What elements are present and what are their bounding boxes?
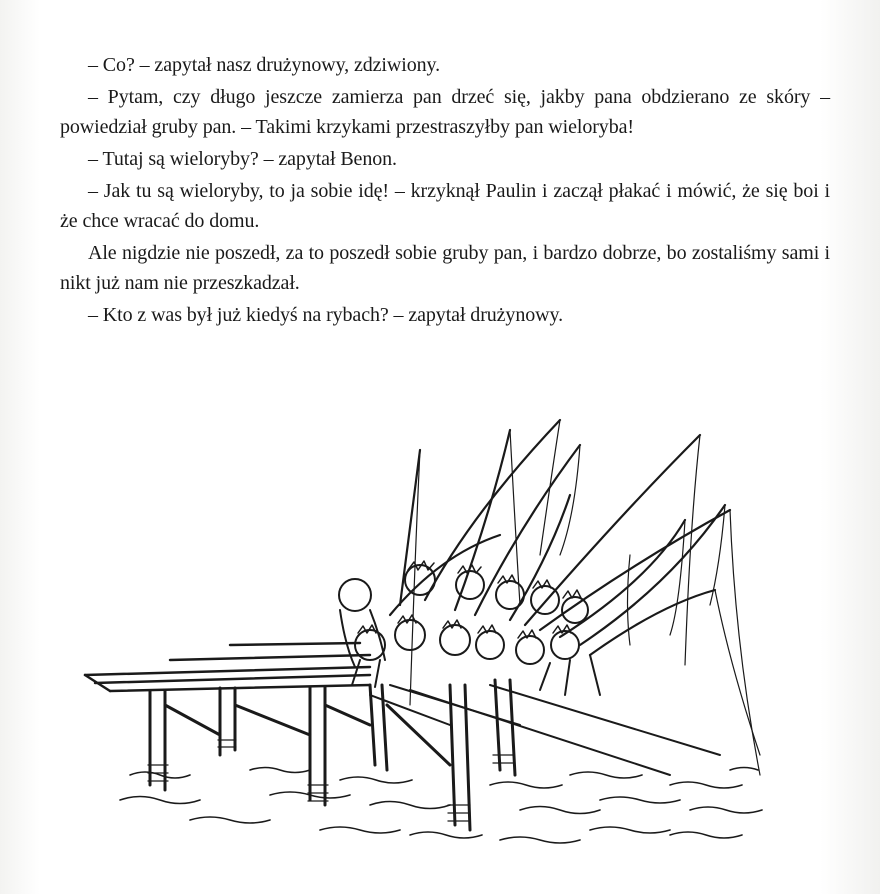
fishing-illustration: [70, 405, 790, 875]
paragraph: – Pytam, czy długo jeszcze zamierza pan drzeć się, jakby pana obdzierano ze skóry – powiedział gruby pan. – Takimi krzykami przestraszyłby pan wieloryba!: [60, 86, 830, 138]
paragraph: – Jak tu są wieloryby, to ja sobie idę! – krzyknął Paulin i zaczął płakać i mówić, że się boi i że chce wracać do domu.: [60, 180, 830, 232]
story-text: [60, 50, 830, 332]
post-shading: [148, 740, 513, 821]
fishing-rods: [390, 420, 730, 655]
water-ripples: [120, 768, 762, 844]
paragraph: – Kto z was był już kiedyś na rybach? – zapytał drużynowy.: [88, 304, 563, 326]
lower-rods: [370, 685, 720, 775]
paragraph: – Tutaj są wieloryby? – zapytał Benon.: [88, 148, 397, 170]
paragraph: – Co? – zapytał nasz drużynowy, zdziwiony.: [88, 54, 440, 76]
pier-deck: [85, 643, 370, 691]
paragraph: Ale nigdzie nie poszedł, za to poszedł sobie gruby pan, i bardzo dobrze, bo zostaliśmy sami i nikt już nam nie przeszkadzał.: [60, 242, 830, 294]
pier-posts: [150, 680, 515, 830]
